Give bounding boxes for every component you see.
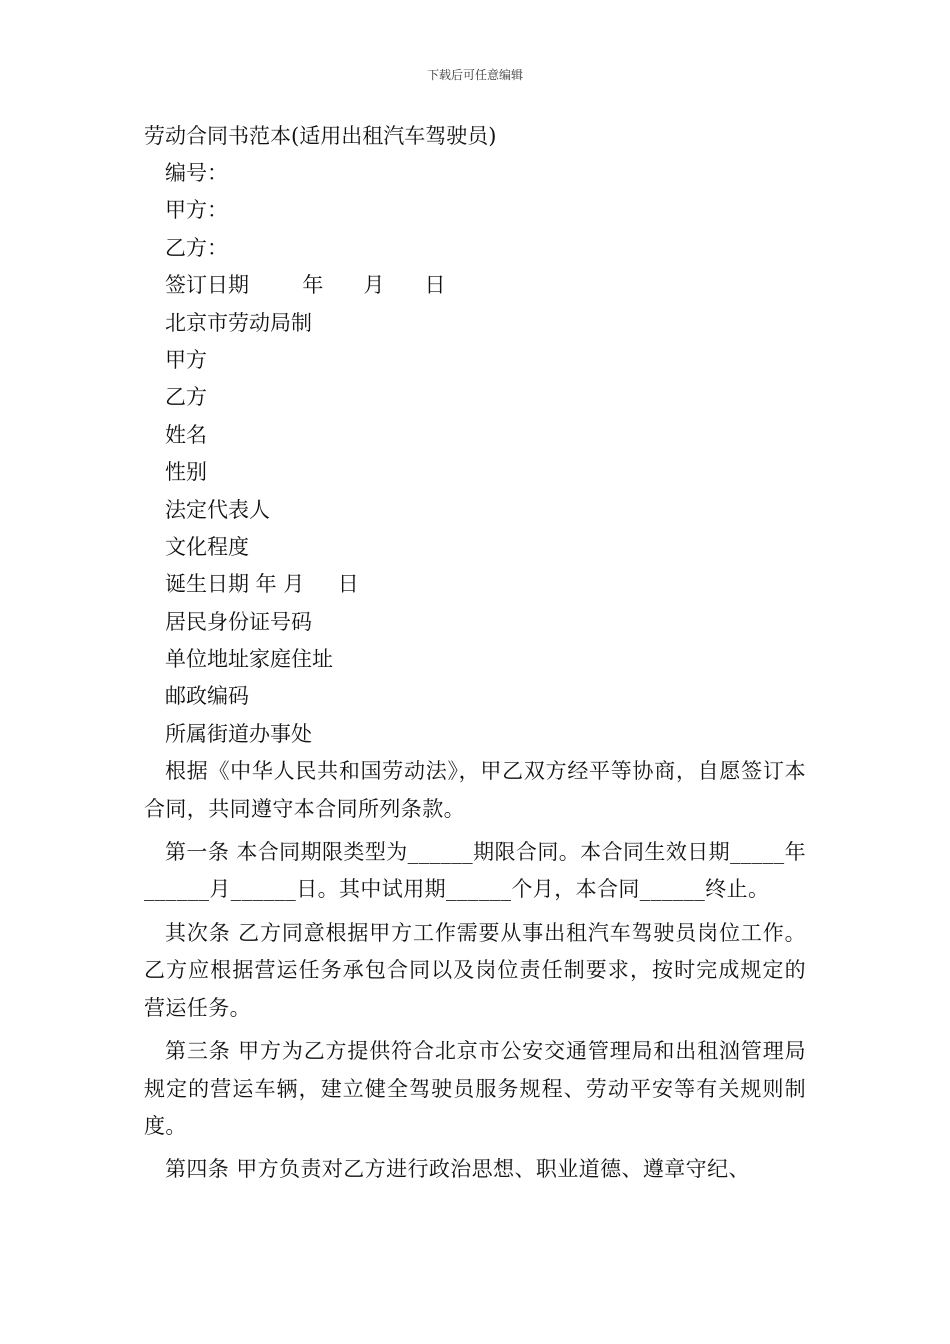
clause-article-2: 其次条 乙方同意根据甲方工作需要从事出租汽车驾驶员岗位工作。乙方应根据营运任务承包合同以及岗位责任制要求，按时完成规定的营运任务。 <box>144 920 806 1020</box>
clause-preamble: 根据《中华人民共和国劳动法》，甲乙双方经平等协商，自愿签订本合同，共同遵守本合同所列条款。 <box>144 759 806 821</box>
field-party-a-label: 甲方 <box>165 347 207 372</box>
field-contract-number: 编号： <box>165 161 228 185</box>
contract-clauses <box>144 753 806 1188</box>
field-legal-representative: 法定代表人 <box>165 497 270 522</box>
field-postal-code: 邮政编码 <box>165 684 249 709</box>
field-party-b: 乙方： <box>165 235 228 260</box>
field-party-a: 甲方： <box>165 198 228 223</box>
clause-article-1: 第一条 本合同期限类型为______期限合同。本合同生效日期_____年______月______日。其中试用期______个月，本合同______终止。 <box>144 840 806 902</box>
clause-article-3: 第三条 甲方为乙方提供符合北京市公安交通管理局和出租汹管理局规定的营运车辆，建立健全驾驶员服务规程、劳动平安等有关规则制度。 <box>144 1039 806 1138</box>
field-name: 姓名 <box>165 422 207 447</box>
field-education: 文化程度 <box>165 534 249 559</box>
field-signing-date: 签订日期 年 月 日 <box>165 273 446 298</box>
clause-article-4: 第四条 甲方负责对乙方进行政治思想、职业道德、遵章守纪、 <box>165 1157 750 1182</box>
field-id-number: 居民身份证号码 <box>165 609 312 634</box>
document-title: 劳动合同书范本(适用出租汽车驾驶员) <box>144 124 497 148</box>
field-address: 单位地址家庭住址 <box>165 647 333 672</box>
field-issuer: 北京市劳动局制 <box>165 310 312 335</box>
contract-fields <box>144 155 806 753</box>
field-gender: 性别 <box>165 460 207 485</box>
field-party-b-label: 乙方 <box>165 385 207 410</box>
field-street-office: 所属街道办事处 <box>165 721 312 746</box>
page-header-note: 下载后可任意编辑 <box>426 68 523 82</box>
document-body <box>144 118 806 1189</box>
field-birth-date: 诞生日期 年 月 日 <box>165 572 359 597</box>
